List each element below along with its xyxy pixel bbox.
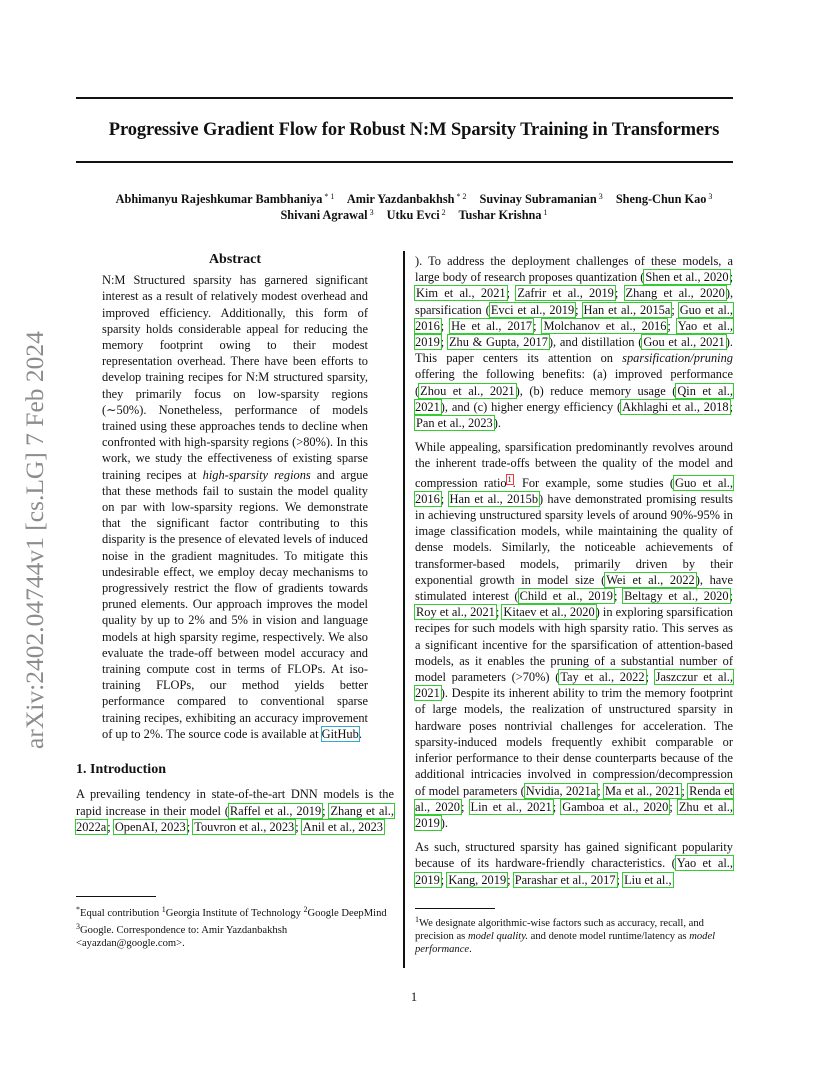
citation-link[interactable]: Renda et al., 2020	[415, 783, 734, 814]
github-link[interactable]: GitHub	[321, 726, 359, 741]
citation-link[interactable]: Kang, 2019	[448, 872, 507, 887]
footnote-1: $^1$We designate algorithmic-wise factors such as accuracy, recall, and precision as model quality. and denote model runtime/latency as model performance.	[415, 915, 716, 955]
author-affiliation: 2	[441, 208, 446, 217]
arxiv-stamp	[15, 330, 55, 750]
footnote-affiliations: *Equal contribution $^1$Georgia Institute of Technology $^2$Google DeepMind $^3$Google. Correspondence to: Amir Yazdanbakhsh <ayazdan@google.com>.	[76, 905, 387, 949]
right-column	[415, 253, 733, 888]
author-affiliation: * 1	[324, 192, 335, 201]
title-rule-bottom	[76, 161, 733, 163]
author-affiliation: 3	[708, 192, 713, 201]
author-name: Sheng-Chun Kao	[615, 192, 707, 206]
citation-link[interactable]: Jaszczur et al., 2021	[415, 670, 733, 701]
left-column	[76, 252, 394, 835]
section-heading-introduction: 1. Introduction	[76, 762, 166, 778]
intro-paragraph-1-cont: ). To address the deployment challenges of these models, a large body of research proposes quantization (Shen et al., 2020; Kim et al., 2021; Zafrir et al., 2019; Zhang et al., 2020), sparsification (Evci et al., 2019; Han et al., 2015a; Guo et al., 2016; He et al., 2017; Molchanov et al., 2016; Yao et al., 2019; Zhu & Gupta, 2017), and distillation (Gou et al., 2021). This paper centers its attention on sparsification/pruning offering the following benefits: (a) improved performance (Zhou et al., 2021), (b) reduce memory usage (Qin et al., 2021), and (c) higher energy efficiency (Akhlaghi et al., 2018; Pan et al., 2023).	[415, 254, 734, 431]
author-name: Tushar Krishna	[458, 208, 542, 222]
citation-link[interactable]: Kitaev et al., 2020	[503, 605, 595, 620]
citation-link[interactable]: Zafrir et al., 2019	[517, 286, 614, 301]
citation-link[interactable]: Kim et al., 2021	[416, 286, 506, 301]
author-name: Amir Yazdanbakhsh	[346, 192, 455, 206]
citation-link[interactable]: Guo et al., 2016	[415, 475, 733, 506]
citation-link[interactable]: Beltagy et al., 2020	[624, 589, 729, 604]
author-affiliation: * 2	[456, 192, 467, 201]
intro-paragraph-2: While appealing, sparsification predominantly revolves around the inherent trade-offs between the quality of the model and compression ratio$^1$. For example, some studies (Guo et al., 2016; Han et al., 2015b) have demonstrated promising results in achieving unstructured sparsity levels of around 90%-95% in image classification models, while maintaining the quality of dense models. Similarly, the noticeable achievements of transformer-based models, primarily driven by their exponential growth in model size (Wei et al., 2022), have stimulated interest (Child et al., 2019; Beltagy et al., 2020; Roy et al., 2021; Kitaev et al., 2020) in exploring sparsification recipes for such models with high sparsity ratio. This serves as a significant incentive for the sparsification of attention-based models, as it enables the pruning of a substantial number of model parameters (>70%) (Tay et al., 2022; Jaszczur et al., 2021). Despite its inherent ability to trim the memory footprint of large models, the realization of unstructured sparsity in hardware poses nontrivial challenges for acceleration. The sparsity-induced models frequently exhibit comparable or inferior performance to their dense counterparts because of the additional intricacies involved in compression/decompression of model parameters (Nvidia, 2021a; Ma et al., 2021; Renda et al., 2020; Lin et al., 2021; Gamboa et al., 2020; Zhu et al., 2019).	[415, 440, 734, 830]
citation-link[interactable]: Nvidia, 2021a	[525, 783, 597, 798]
abstract-heading: Abstract	[208, 252, 262, 267]
citation-link[interactable]: Touvron et al., 2023	[194, 819, 295, 834]
citation-link[interactable]: Zhang et al., 2020	[625, 286, 725, 301]
author-affiliation: 3	[598, 192, 603, 201]
footnote-marker-link[interactable]: 1	[507, 474, 512, 484]
citation-link[interactable]: Zhu & Gupta, 2017	[448, 335, 548, 350]
citation-link[interactable]: Roy et al., 2021	[416, 605, 495, 620]
citation-link[interactable]: Parashar et al., 2017	[514, 872, 616, 887]
column-divider	[403, 251, 405, 968]
paper-title: Progressive Gradient Flow for Robust N:M Sparsity Training in Transformers	[108, 120, 720, 140]
citation-link[interactable]: Molchanov et al., 2016	[543, 318, 667, 333]
title-rule-top	[76, 97, 733, 99]
author-affiliation: 3	[369, 208, 374, 217]
author-name: Suvinay Subramanian	[479, 192, 597, 206]
page-number: 1	[410, 990, 418, 1004]
citation-link[interactable]: Zhu et al., 2019	[415, 799, 733, 830]
citation-link[interactable]: Evci et al., 2019	[490, 302, 575, 317]
citation-link[interactable]: Wei et al., 2022	[606, 572, 695, 587]
citation-link[interactable]: Qin et al., 2021	[415, 383, 733, 414]
citation-link[interactable]: Gou et al., 2021	[643, 335, 725, 350]
citation-link[interactable]: Gamboa et al., 2020	[562, 799, 669, 814]
citation-link[interactable]: Lin et al., 2021	[470, 799, 552, 814]
abstract-text: N:M Structured sparsity has garnered significant interest as a result of relatively modest overhead and improved efficiency. Additionally, this form of sparsity holds considerable appeal for reducing the memory footprint owing to their modest representation overhead. There have been efforts to develop training recipes for N:M structured sparsity, they primarily focus on low-sparsity regions (∼50%). Nonetheless, performance of models trained using these approaches tends to decline when confronted with high-sparsity regions (>80%). In this work, we study the effectiveness of existing sparse training recipes at high-sparsity regions and argue that these methods fail to sustain the model quality on par with low-sparsity regions. We demonstrate that the significant factor contributing to this disparity is the presence of elevated levels of induced noise in the gradient magnitudes. To mitigate this undesirable effect, we employ decay mechanisms to progressively restrict the flow of gradients towards pruned elements. Our approach improves the model quality by up to 2% and 5% in vision and language models at high sparsity regime, respectively. We also evaluate the trade-off between model accuracy and training compute cost in terms of FLOPs. At iso-training FLOPs, our method yields better performance compared to conventional sparse training recipes, exhibiting an accuracy improvement of up to 2%. The source code is available at GitHub.	[102, 273, 368, 741]
citation-link[interactable]: Akhlaghi et al., 2018	[622, 399, 729, 414]
author-name: Shivani Agrawal	[280, 208, 368, 222]
footnote-rule-left	[76, 896, 156, 897]
author-name: Abhimanyu Rajeshkumar Bambhaniya	[115, 192, 323, 206]
citation-link[interactable]: Ma et al., 2021	[604, 783, 681, 798]
citation-link[interactable]: Yao et al., 2019	[415, 318, 734, 350]
citation-link[interactable]: Anil et al., 2023	[302, 819, 383, 834]
citation-link[interactable]: OpenAI, 2023	[114, 819, 186, 834]
citation-link[interactable]: Zhang et al., 2022a	[76, 803, 394, 834]
authors-line-2	[60, 208, 768, 223]
author-affiliation: 1	[543, 208, 548, 217]
citation-link[interactable]: Shen et al., 2020	[645, 270, 729, 285]
authors-line-1	[60, 192, 768, 207]
citation-link[interactable]: Han et al., 2015a	[583, 302, 671, 317]
citation-link[interactable]: Yao et al., 2019	[415, 856, 734, 887]
footnote-rule-right	[415, 908, 495, 909]
citation-link[interactable]: Raffel et al., 2019	[229, 803, 322, 818]
citation-link[interactable]: Child et al., 2019	[519, 589, 613, 604]
citation-link[interactable]: Zhou et al., 2021	[420, 383, 515, 398]
author-name: Utku Evci	[386, 208, 440, 222]
citation-link[interactable]: Guo et al., 2016	[415, 302, 733, 333]
citation-link[interactable]: Han et al., 2015b	[449, 491, 539, 506]
citation-link[interactable]: Tay et al., 2022	[560, 670, 645, 685]
citation-link[interactable]: Liu et al.,	[624, 872, 672, 887]
arxiv-id: arXiv:2402.04744v1 [cs.LG] 7 Feb 2024	[20, 331, 49, 749]
intro-paragraph-1: A prevailing tendency in state-of-the-art DNN models is the rapid increase in their model (Raffel et al., 2019; Zhang et al., 2022a; OpenAI, 2023; Touvron et al., 2023; Anil et al., 2023	[76, 787, 394, 834]
citation-link[interactable]: He et al., 2017	[451, 318, 533, 333]
citation-link[interactable]: Pan et al., 2023	[416, 416, 493, 431]
intro-paragraph-3: As such, structured sparsity has gained significant popularity because of its hardware-friendly characteristics. (Yao et al., 2019; Kang, 2019; Parashar et al., 2017; Liu et al.,	[415, 840, 734, 887]
